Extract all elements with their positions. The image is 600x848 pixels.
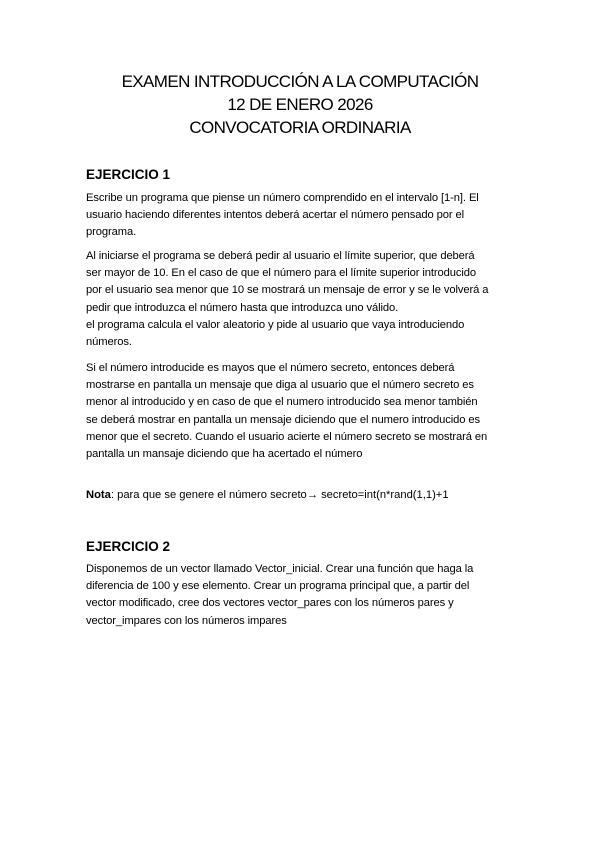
exam-title bbox=[0, 70, 600, 139]
paragraph-line: programa. bbox=[86, 226, 137, 239]
note-formula: secreto=int(n*rand(1,1)+1 bbox=[317, 489, 449, 501]
exercise-1-paragraph-1 bbox=[86, 190, 516, 242]
paragraph-line: Al iniciarse el programa se deberá pedir al usuario el límite superior, que deberá bbox=[86, 250, 475, 262]
paragraph-line: mostrarse en pantalla un mensaje que diga al usuario que el número secreto es bbox=[86, 379, 474, 392]
paragraph-line: se deberá mostrar en pantalla un mensaje diciendo que el numero introducido es bbox=[86, 413, 480, 426]
exercise-1-paragraph-3 bbox=[86, 360, 516, 463]
paragraph-line: pedir que introduzca el número hasta que introduzca uno válido. bbox=[86, 301, 399, 314]
paragraph-line: pantalla un mansaje diciendo que ha acertado el número bbox=[86, 448, 363, 461]
title-line-3: CONVOCATORIA ORDINARIA bbox=[189, 118, 411, 137]
paragraph-line: vector_impares con los números impares bbox=[86, 614, 287, 627]
exercise-1-paragraph-2 bbox=[86, 248, 516, 351]
paragraph-line: Si el número introducide es mayos que el número secreto, entonces deberá bbox=[86, 362, 455, 374]
title-line-2: 12 DE ENERO 2026 bbox=[227, 95, 373, 114]
paragraph-line: Escribe un programa que piense un número comprendido en el intervalo [1-n]. El bbox=[86, 192, 479, 204]
paragraph-line: menor al introducido y en caso de que el numero introducido sea menor también bbox=[86, 396, 478, 409]
paragraph-line: menor que el secreto. Cuando el usuario acierte el número secreto se mostrará en bbox=[86, 430, 488, 443]
exercise-2-paragraph-1 bbox=[86, 561, 516, 630]
paragraph-line: diferencia de 100 y ese elemento. Crear un programa principal que, a partir del bbox=[86, 580, 470, 593]
note-label: Nota bbox=[86, 489, 111, 501]
paragraph-line: usuario haciendo diferentes intentos deberá acertar el número pensado por el bbox=[86, 209, 464, 222]
note-text: : para que se genere el número secreto bbox=[110, 489, 307, 501]
paragraph-line: vector modificado, cree dos vectores vector_pares con los números pares y bbox=[86, 597, 454, 610]
exercise-2-heading: EJERCICIO 2 bbox=[86, 539, 171, 554]
paragraph-line: el programa calcula el valor aleatorio y pide al usuario que vaya introduciendo bbox=[86, 318, 465, 331]
paragraph-line: números. bbox=[86, 336, 132, 349]
exercise-1-note bbox=[86, 487, 516, 504]
paragraph-line: Disponemos de un vector llamado Vector_inicial. Crear una función que haga la bbox=[86, 563, 474, 575]
title-line-1: EXAMEN INTRODUCCIÓN A LA COMPUTACIÓN bbox=[121, 72, 479, 91]
paragraph-line: por el usuario sea menor que 10 se mostrará un mensaje de error y se le volverá a bbox=[86, 284, 489, 297]
paragraph-line: ser mayor de 10. En el caso de que el número para el límite superior introducido bbox=[86, 267, 476, 280]
exercise-1-heading: EJERCICIO 1 bbox=[86, 167, 171, 182]
arrow-right-icon: → bbox=[306, 489, 318, 501]
